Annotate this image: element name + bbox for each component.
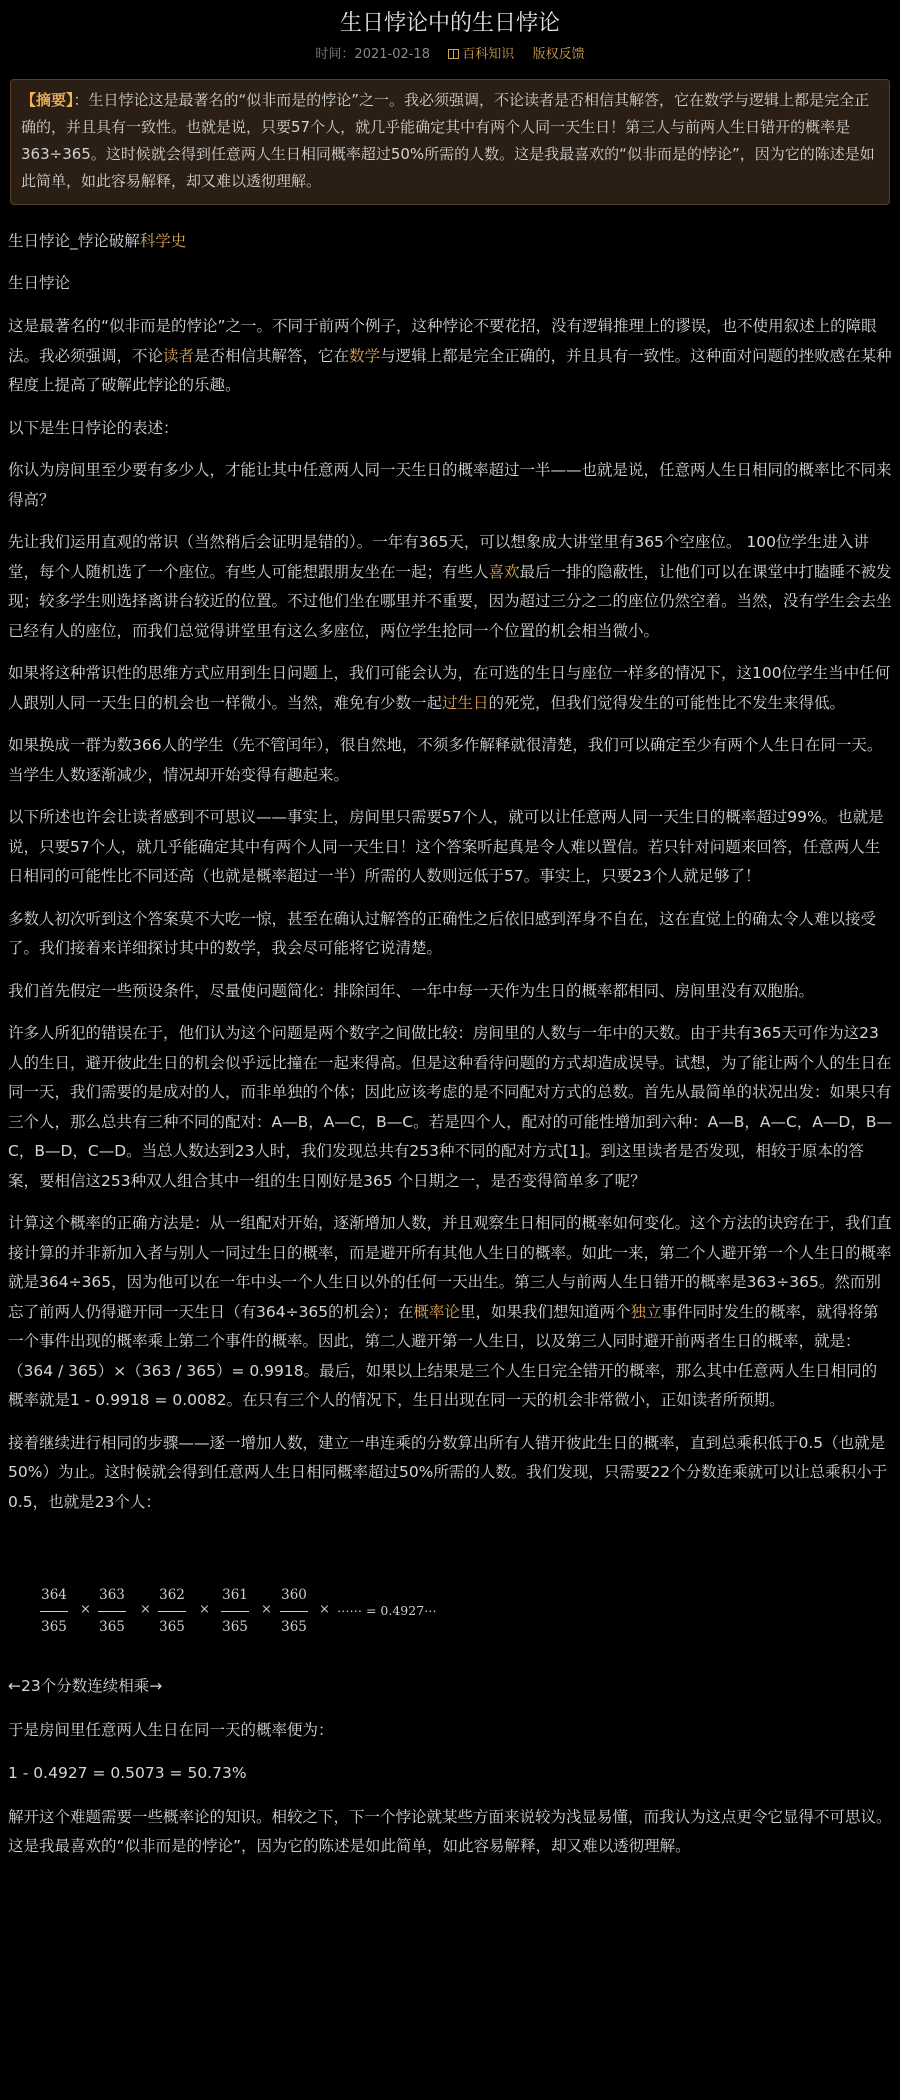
- paragraph-14: 接着继续进行相同的步骤——逐一增加人数，建立一串连乘的分数算出所有人错开彼此生日的概率，直到总乘积低于0.5（也就是50%）为止。这时候就会得到任意两人生日相同概率超过50%所需的人数。我们发现，只需要22个分数连乘就可以让总乘积小于0.5，也就是23个人：: [8, 1433, 888, 1511]
- paragraph-18: 解开这个难题需要一些概率论的知识。相较之下，下一个悖论就某些方面来说较为浅显易懂，而我认为这点更令它显得不可思议。这是我最喜欢的“似非而是的悖论”，因为它的陈述是如此简单，如此容易解释，却又难以透彻理解。: [8, 1807, 892, 1855]
- probability-theory-link[interactable]: 概率论: [413, 1302, 460, 1321]
- denominator: 365: [159, 1619, 185, 1635]
- page-title: 生日悖论中的生日悖论: [339, 11, 560, 36]
- paragraph-9: 以下所述也许会让读者感到不可思议——事实上，房间里只需要57个人，就可以让任意两人同一天生日的概率超过99%。也就是说，只要57个人，就几乎能确定其中有两个人同一天生日！这个答案听起真是令人难以置信。若只针对问题来回答，任意两人生日相同的可能性比不同还高（也就是概率超过一半）所需的人数则远低于57。事实上，只要23个人就足够了！: [8, 808, 884, 885]
- time-label: 时间：: [315, 47, 355, 62]
- p3-text-b: 是否相信其解答，它在: [194, 346, 350, 365]
- fraction-product-formula: [8, 1517, 892, 1652]
- history-of-science-link[interactable]: 科学史: [139, 232, 187, 250]
- paragraph-15: ←23个分数连续相乘→: [8, 1677, 163, 1695]
- p13-text-a: 计算这个概率的正确方法是：从一组配对开始，逐渐增加人数，并且观察生日相同的概率如何变化。这个方法的诀窍在于，我们直接计算的并非新加入者与别人一同过生日的概率，而是避开所有其他人生日的概率。如此一来，第二个人避开第一个人生日的概率就是364÷365，因为他可以在一年中头一个人生日以外的任何一天出生。第三人与前两人生日错开的概率是363÷365。然而别忘了前两人仍得避开同一天生日（有364÷365的机会）；在: [8, 1214, 892, 1321]
- numerator: 364: [41, 1587, 67, 1603]
- paragraph-11: 我们首先假定一些预设条件，尽量使问题简化：排除闰年、一年中每一天作为生日的概率都相同、房间里没有双胞胎。: [8, 981, 815, 1000]
- paragraph-1: [8, 227, 892, 257]
- category-label: 百科知识: [462, 47, 515, 62]
- p6-text-b: 最后一排的隐蔽性，让他们可以在课堂中打瞌睡不被发现；较多学生则选择离讲台较近的位置。不过他们坐在哪里并不重要，因为超过三分之二的座位仍然空着。当然，没有学生会去坐已经有人的座位，而我们总觉得讲堂里有这么多座位，两位学生抢同一个位置的机会相当微小。: [8, 562, 892, 640]
- numerator: 362: [159, 1587, 185, 1603]
- article-meta: [8, 45, 892, 65]
- times-sign: ×: [80, 1602, 91, 1617]
- independent-link[interactable]: 独立: [630, 1302, 662, 1321]
- paragraph-13: [8, 1209, 892, 1416]
- p7-text-b: 的死党，但我们觉得发生的可能性比不发生来得低。: [488, 693, 846, 712]
- denominator: 365: [99, 1619, 125, 1635]
- summary-tag: 【摘要】: [21, 91, 74, 109]
- paragraph-5: 你认为房间里至少要有多少人，才能让其中任意两人同一天生日的概率超过一半——也就是说，任意两人生日相同的概率比不同来得高？: [8, 461, 892, 509]
- p13-text-b: 里，如果我们想知道两个: [459, 1302, 631, 1321]
- paragraph-16: 于是房间里任意两人生日在同一天的概率便为：: [8, 1720, 334, 1739]
- numerator: 363: [99, 1587, 125, 1603]
- book-icon: [448, 49, 459, 59]
- p1-text: 生日悖论_悖论破解: [8, 232, 140, 250]
- copyright-feedback-link[interactable]: 版权反馈: [532, 47, 585, 62]
- denominator: 365: [281, 1619, 307, 1635]
- summary-box: [10, 79, 890, 205]
- paragraph-17: 1 - 0.4927 = 0.5073 = 50.73%: [8, 1764, 247, 1782]
- times-sign: ×: [199, 1602, 210, 1617]
- paragraph-8: 如果换成一群为数366人的学生（先不管闰年），很自然地，不须多作解释就很清楚，我们可以确定至少有两个人生日在同一天。当学生人数逐渐减少，情况却开始变得有趣起来。: [8, 736, 883, 784]
- birthday-link[interactable]: 过生日: [442, 693, 489, 712]
- times-sign: ×: [140, 1602, 151, 1617]
- paragraph-4: 以下是生日悖论的表述：: [8, 418, 179, 437]
- p6-text-a: 先让我们运用直观的常识（当然稍后会证明是错的）。一年有365天，可以想象成大讲堂里有365个空座位。 100位学生进入讲堂，每个人随机选了一个座位。有些人可能想跟朋友坐在一起；有些人: [8, 533, 869, 581]
- p13-text-c: 事件同时发生的概率，就得将第一个事件出现的概率乘上第二个事件的概率。因此，第二人避开第一人生日，以及第三人同时避开前两者生日的概率，就是：（364 / 365）×（363 / 365）= 0.9918。最后，如果以上结果是三个人生日完全错开的概率，那么其中任意两人生日相同的概率就是1 - 0.9918 = 0.0082。在只有三个人的情况下，生日出现在同一天的机会非常微小，正如读者所预期。: [8, 1302, 879, 1409]
- category-link[interactable]: [448, 47, 514, 62]
- reader-link[interactable]: 读者: [163, 346, 195, 365]
- p3-text-a: 这是最著名的“似非而是的悖论”之一。不同于前两个例子，这种悖论不要花招，没有逻辑推理上的谬误，也不使用叙述上的障眼法。我必须强调，不论: [8, 317, 877, 365]
- times-sign: ×: [261, 1602, 272, 1617]
- paragraph-7: [8, 659, 892, 718]
- numerator: 361: [222, 1587, 248, 1603]
- denominator: 365: [222, 1619, 248, 1635]
- like-link[interactable]: 喜欢: [488, 562, 520, 581]
- math-link[interactable]: 数学: [349, 346, 381, 365]
- product-result: ⋯⋯ = 0.4927⋯: [337, 1603, 437, 1618]
- p3-text-c: 与逻辑上都是完全正确的，并且具有一致性。这种面对问题的挫败感在某种程度上提高了破解此悖论的乐趣。: [8, 346, 892, 394]
- numerator: 360: [281, 1587, 307, 1603]
- times-sign: ×: [319, 1602, 330, 1617]
- article: [8, 0, 892, 1862]
- paragraph-12: 许多人所犯的错误在于，他们认为这个问题是两个数字之间做比较：房间里的人数与一年中的天数。由于共有365天可作为这23人的生日，避开彼此生日的机会似乎远比撞在一起来得高。但是这种看待问题的方式却造成误导。试想，为了能让两个人的生日在同一天，我们需要的是成对的人，而非单独的个体；因此应该考虑的是不同配对方式的总数。首先从最简单的状况出发：如果只有三个人，那么总共有三种不同的配对：A—B，A—C，B—C。若是四个人，配对的可能性增加到六种：A—B，A—C，A—D，B—C，B—D，C—D。当总人数达到23人时，我们发现总共有253种不同的配对方式[1]。到这里读者是否发现，相较于原本的答案，要相信这253种双人组合其中一组的生日刚好是365 个日期之一，是否变得简单多了呢？: [8, 1024, 892, 1190]
- paragraph-10: 多数人初次听到这个答案莫不大吃一惊，甚至在确认过解答的正确性之后依旧感到浑身不自在，这在直觉上的确太令人难以接受了。我们接着来详细探讨其中的数学，我会尽可能将它说清楚。: [8, 909, 877, 957]
- paragraph-3: [8, 312, 892, 401]
- denominator: 365: [41, 1619, 67, 1635]
- publish-date: 2021-02-18: [354, 47, 430, 62]
- section-heading: 生日悖论: [8, 273, 71, 292]
- summary-text: ：生日悖论这是最著名的“似非而是的悖论”之一。我必须强调，不论读者是否相信其解答，它在数学与逻辑上都是完全正确的，并且具有一致性。也就是说，只要57个人，就几乎能确定其中有两个人同一天生日！第三人与前两人生日错开的概率是363÷365。这时候就会得到任意两人生日相同概率超过50%所需的人数。这是我最喜欢的“似非而是的悖论”，因为它的陈述是如此简单，如此容易解释，却又难以透彻理解。: [21, 91, 875, 190]
- paragraph-6: [8, 528, 892, 646]
- p7-text-a: 如果将这种常识性的思维方式应用到生日问题上，我们可能会认为，在可选的生日与座位一样多的情况下，这100位学生当中任何人跟别人同一天生日的机会也一样微小。当然，难免有少数一起: [8, 664, 891, 712]
